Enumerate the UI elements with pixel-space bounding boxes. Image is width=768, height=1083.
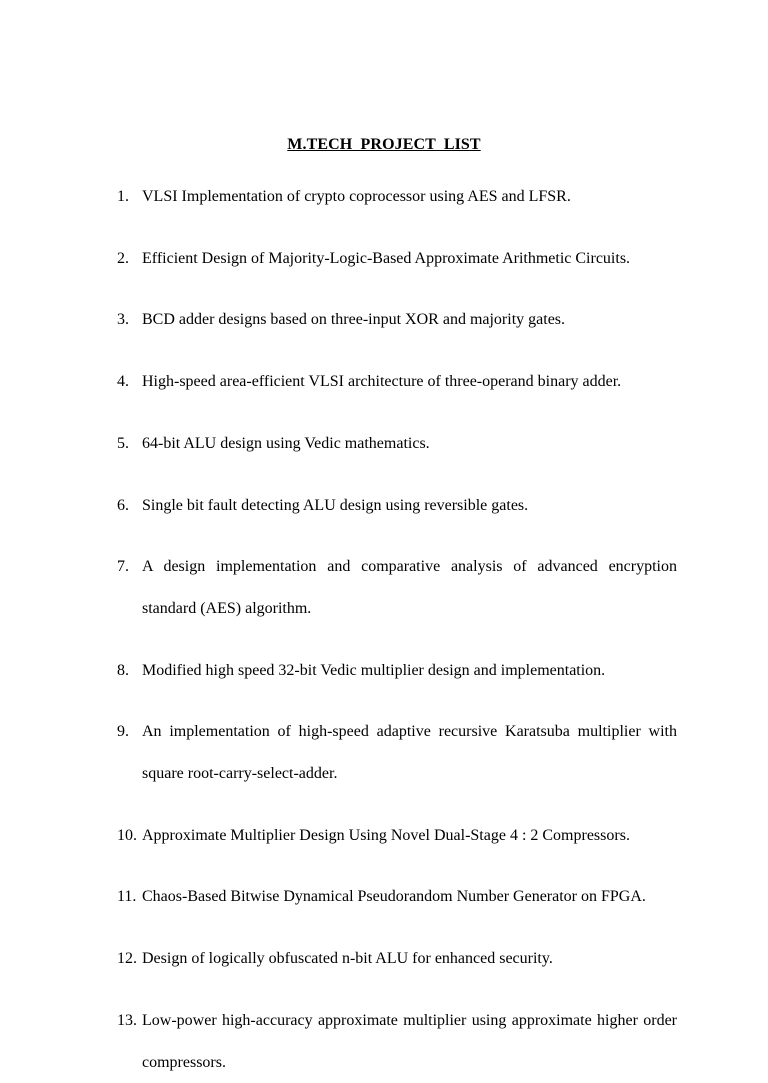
list-item-number: 12.	[117, 950, 137, 968]
list-item	[117, 238, 677, 280]
list-item-number: 10.	[117, 826, 137, 844]
list-item-text: High-speed area-efficient VLSI architecture of three-operand binary adder.	[142, 373, 622, 391]
list-item-number: 8.	[117, 661, 129, 679]
list-item-number: 1.	[117, 188, 129, 205]
list-item	[117, 1000, 677, 1083]
list-item	[117, 361, 677, 403]
list-item-number: 6.	[117, 496, 129, 514]
list-item-text: An implementation of high-speed adaptive recursive Karatsuba multiplier with square root-carry-select-adder.	[142, 723, 677, 783]
list-item-text: BCD adder designs based on three-input XOR and majority gates.	[142, 311, 566, 329]
list-item-text: Single bit fault detecting ALU design using reversible gates.	[142, 496, 529, 514]
list-item-number: 11.	[117, 888, 137, 906]
list-item	[117, 299, 677, 341]
list-item-text: Efficient Design of Majority-Logic-Based Approximate Arithmetic Circuits.	[142, 249, 631, 267]
list-item-number: 3.	[117, 311, 129, 329]
list-item-number: 5.	[117, 434, 129, 452]
list-item-number: 2.	[117, 249, 129, 267]
list-item-text: Chaos-Based Bitwise Dynamical Pseudorandom Number Generator on FPGA.	[142, 888, 646, 906]
list-item	[117, 485, 677, 527]
list-item-text: VLSI Implementation of crypto coprocessor using AES and LFSR.	[142, 188, 571, 205]
list-item	[117, 423, 677, 465]
list-item	[117, 815, 677, 857]
list-item	[117, 711, 677, 794]
list-item	[117, 176, 677, 218]
list-item-text: 64-bit ALU design using Vedic mathematics.	[142, 434, 430, 452]
list-item-number: 13.	[117, 1011, 137, 1029]
list-item-number: 9.	[117, 723, 129, 741]
list-item-text: Design of logically obfuscated n-bit ALU for enhanced security.	[142, 950, 553, 968]
list-item	[117, 546, 677, 629]
list-item-text: Approximate Multiplier Design Using Novel Dual-Stage 4 : 2 Compressors.	[142, 826, 630, 844]
list-item	[117, 938, 677, 980]
list-item-number: 7.	[117, 558, 129, 576]
list-item-text: Low-power high-accuracy approximate multiplier using approximate higher order compressors.	[142, 1011, 677, 1071]
list-item	[117, 876, 677, 918]
list-item	[117, 650, 677, 692]
project-list	[117, 176, 677, 1083]
list-item-text: Modified high speed 32-bit Vedic multiplier design and implementation.	[142, 661, 606, 679]
list-item-number: 4.	[117, 373, 129, 391]
list-item-text: A design implementation and comparative analysis of advanced encryption standard (AES) algorithm.	[142, 558, 677, 617]
page-title: M.TECH PROJECT LIST	[287, 136, 481, 153]
